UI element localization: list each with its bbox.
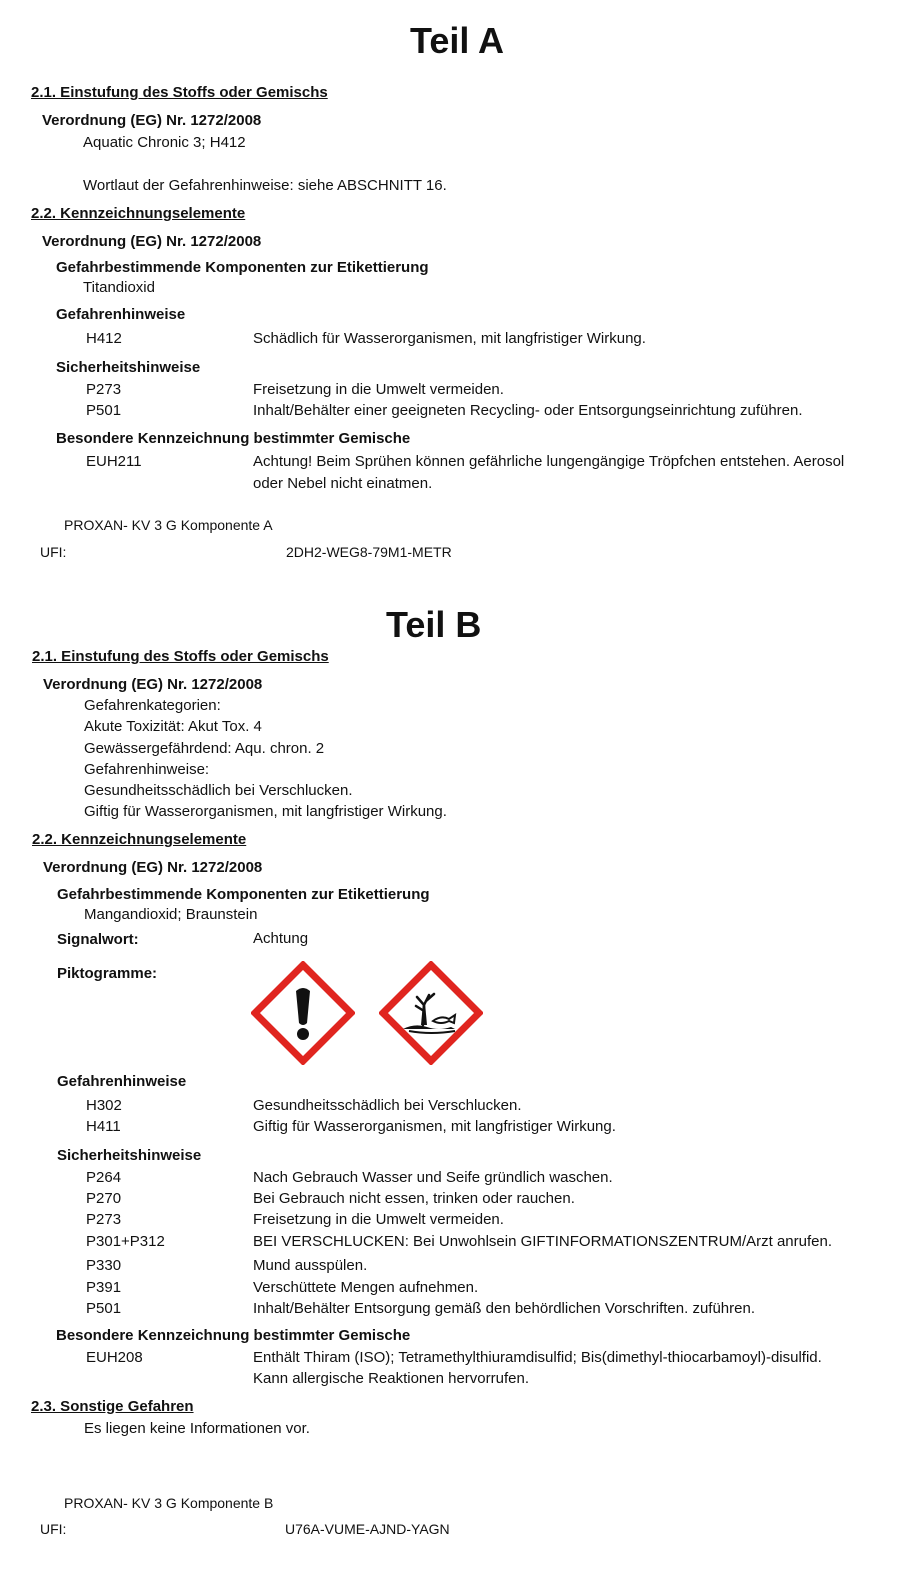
hazard-code: H412 <box>86 330 122 347</box>
safety-code: P264 <box>86 1169 122 1186</box>
special-text-line-1: Enthält Thiram (ISO); Tetramethylthiuramdisulfid; Bis(dimethyl-thiocarbamoyl)-disulfid. <box>253 1349 822 1366</box>
teil-b-ufi-value: U76A-VUME-AJND-YAGN <box>285 1521 450 1537</box>
teil-b-hazard-label: Gefahrenhinweise <box>57 1073 187 1090</box>
teil-b-section-2-3-heading: 2.3. Sonstige Gefahren <box>31 1398 194 1415</box>
teil-a-2-2-regulation: Verordnung (EG) Nr. 1272/2008 <box>42 233 262 250</box>
teil-a-components-value: Titandioxid <box>83 279 155 296</box>
safety-text: Freisetzung in die Umwelt vermeiden. <box>253 1211 504 1228</box>
teil-b-title: Teil B <box>386 604 482 645</box>
other-hazards-text: Es liegen keine Informationen vor. <box>84 1420 310 1437</box>
hazard-text: Schädlich für Wasserorganismen, mit langfristiger Wirkung. <box>253 330 646 347</box>
classification-line: Gefahrenkategorien: <box>84 697 221 714</box>
teil-b-components-label: Gefahrbestimmende Komponenten zur Etikettierung <box>57 886 430 903</box>
teil-a-2-1-regulation: Verordnung (EG) Nr. 1272/2008 <box>42 112 262 129</box>
safety-text: Mund ausspülen. <box>253 1257 368 1274</box>
hazard-text: Gesundheitsschädlich bei Verschlucken. <box>253 1097 522 1114</box>
safety-code: P273 <box>86 1211 122 1228</box>
teil-b-2-2-regulation: Verordnung (EG) Nr. 1272/2008 <box>43 859 263 876</box>
classification-line: Giftig für Wasserorganismen, mit langfristiger Wirkung. <box>84 803 447 820</box>
teil-a-section-2-1-heading: 2.1. Einstufung des Stoffs oder Gemischs <box>31 84 328 101</box>
classification-line: Akute Toxizität: Akut Tox. 4 <box>84 718 262 735</box>
safety-code: P501 <box>86 1300 122 1317</box>
pictograms-label: Piktogramme: <box>57 965 158 982</box>
teil-a-hazard-label: Gefahrenhinweise <box>56 306 186 323</box>
hazard-text: Giftig für Wasserorganismen, mit langfristiger Wirkung. <box>253 1118 616 1135</box>
teil-b-product-name: PROXAN- KV 3 G Komponente B <box>64 1495 274 1511</box>
special-code: EUH208 <box>86 1349 143 1366</box>
teil-a-ufi-value: 2DH2-WEG8-79M1-METR <box>286 544 452 560</box>
safety-text: Verschüttete Mengen aufnehmen. <box>253 1279 479 1296</box>
special-text-line-2: Kann allergische Reaktionen hervorrufen. <box>253 1370 529 1387</box>
safety-text: Inhalt/Behälter einer geeigneten Recycling- oder Entsorgungseinrichtung zuführen. <box>253 402 803 419</box>
classification-line: Gefahrenhinweise: <box>84 761 210 778</box>
hazard-code: H411 <box>86 1118 121 1135</box>
teil-a-section-2-2-heading: 2.2. Kennzeichnungselemente <box>31 205 246 222</box>
exclamation-mark-pictogram <box>251 961 355 1065</box>
safety-code: P330 <box>86 1257 122 1274</box>
teil-a-title: Teil A <box>410 20 505 61</box>
teil-b-section-2-1-heading: 2.1. Einstufung des Stoffs oder Gemischs <box>32 648 329 665</box>
safety-text: Nach Gebrauch Wasser und Seife gründlich waschen. <box>253 1169 613 1186</box>
safety-text: Bei Gebrauch nicht essen, trinken oder rauchen. <box>253 1190 575 1207</box>
special-text-line-1: Achtung! Beim Sprühen können gefährliche lungengängige Tröpfchen entstehen. Aerosol <box>253 453 845 470</box>
safety-text: Freisetzung in die Umwelt vermeiden. <box>253 381 504 398</box>
special-code: EUH211 <box>86 453 142 470</box>
hazard-code: H302 <box>86 1097 122 1114</box>
signal-word-label: Signalwort: <box>57 931 139 948</box>
classification-line: Gesundheitsschädlich bei Verschlucken. <box>84 782 353 799</box>
teil-b-2-1-regulation: Verordnung (EG) Nr. 1272/2008 <box>43 676 263 693</box>
teil-a-classification: Aquatic Chronic 3; H412 <box>83 134 246 151</box>
teil-a-product-name: PROXAN- KV 3 G Komponente A <box>64 517 273 533</box>
safety-code: P501 <box>86 402 122 419</box>
special-text-line-2: oder Nebel nicht einatmen. <box>253 475 433 492</box>
safety-code: P301+P312 <box>86 1233 165 1250</box>
teil-b-ufi-label: UFI: <box>40 1521 67 1537</box>
teil-b-special-label: Besondere Kennzeichnung bestimmter Gemische <box>56 1327 411 1344</box>
safety-code: P391 <box>86 1279 122 1296</box>
classification-line: Gewässergefährdend: Aqu. chron. 2 <box>84 740 325 757</box>
safety-code: P273 <box>86 381 122 398</box>
signal-word-value: Achtung <box>253 930 309 947</box>
teil-a-ufi-label: UFI: <box>40 544 67 560</box>
teil-b-components-value: Mangandioxid; Braunstein <box>84 906 258 923</box>
safety-text: Inhalt/Behälter Entsorgung gemäß den behördlichen Vorschriften. zuführen. <box>253 1300 755 1317</box>
safety-text: BEI VERSCHLUCKEN: Bei Unwohlsein GIFTINFORMATIONSZENTRUM/Arzt anrufen. <box>253 1233 833 1250</box>
teil-b-safety-label: Sicherheitshinweise <box>57 1147 202 1164</box>
teil-b-section-2-2-heading: 2.2. Kennzeichnungselemente <box>32 831 247 848</box>
teil-a-special-label: Besondere Kennzeichnung bestimmter Gemische <box>56 430 411 447</box>
safety-code: P270 <box>86 1190 122 1207</box>
environment-pictogram <box>379 961 483 1065</box>
teil-a-components-label: Gefahrbestimmende Komponenten zur Etikettierung <box>56 259 429 276</box>
teil-a-wording-note: Wortlaut der Gefahrenhinweise: siehe ABSCHNITT 16. <box>83 177 447 194</box>
teil-a-safety-label: Sicherheitshinweise <box>56 359 201 376</box>
